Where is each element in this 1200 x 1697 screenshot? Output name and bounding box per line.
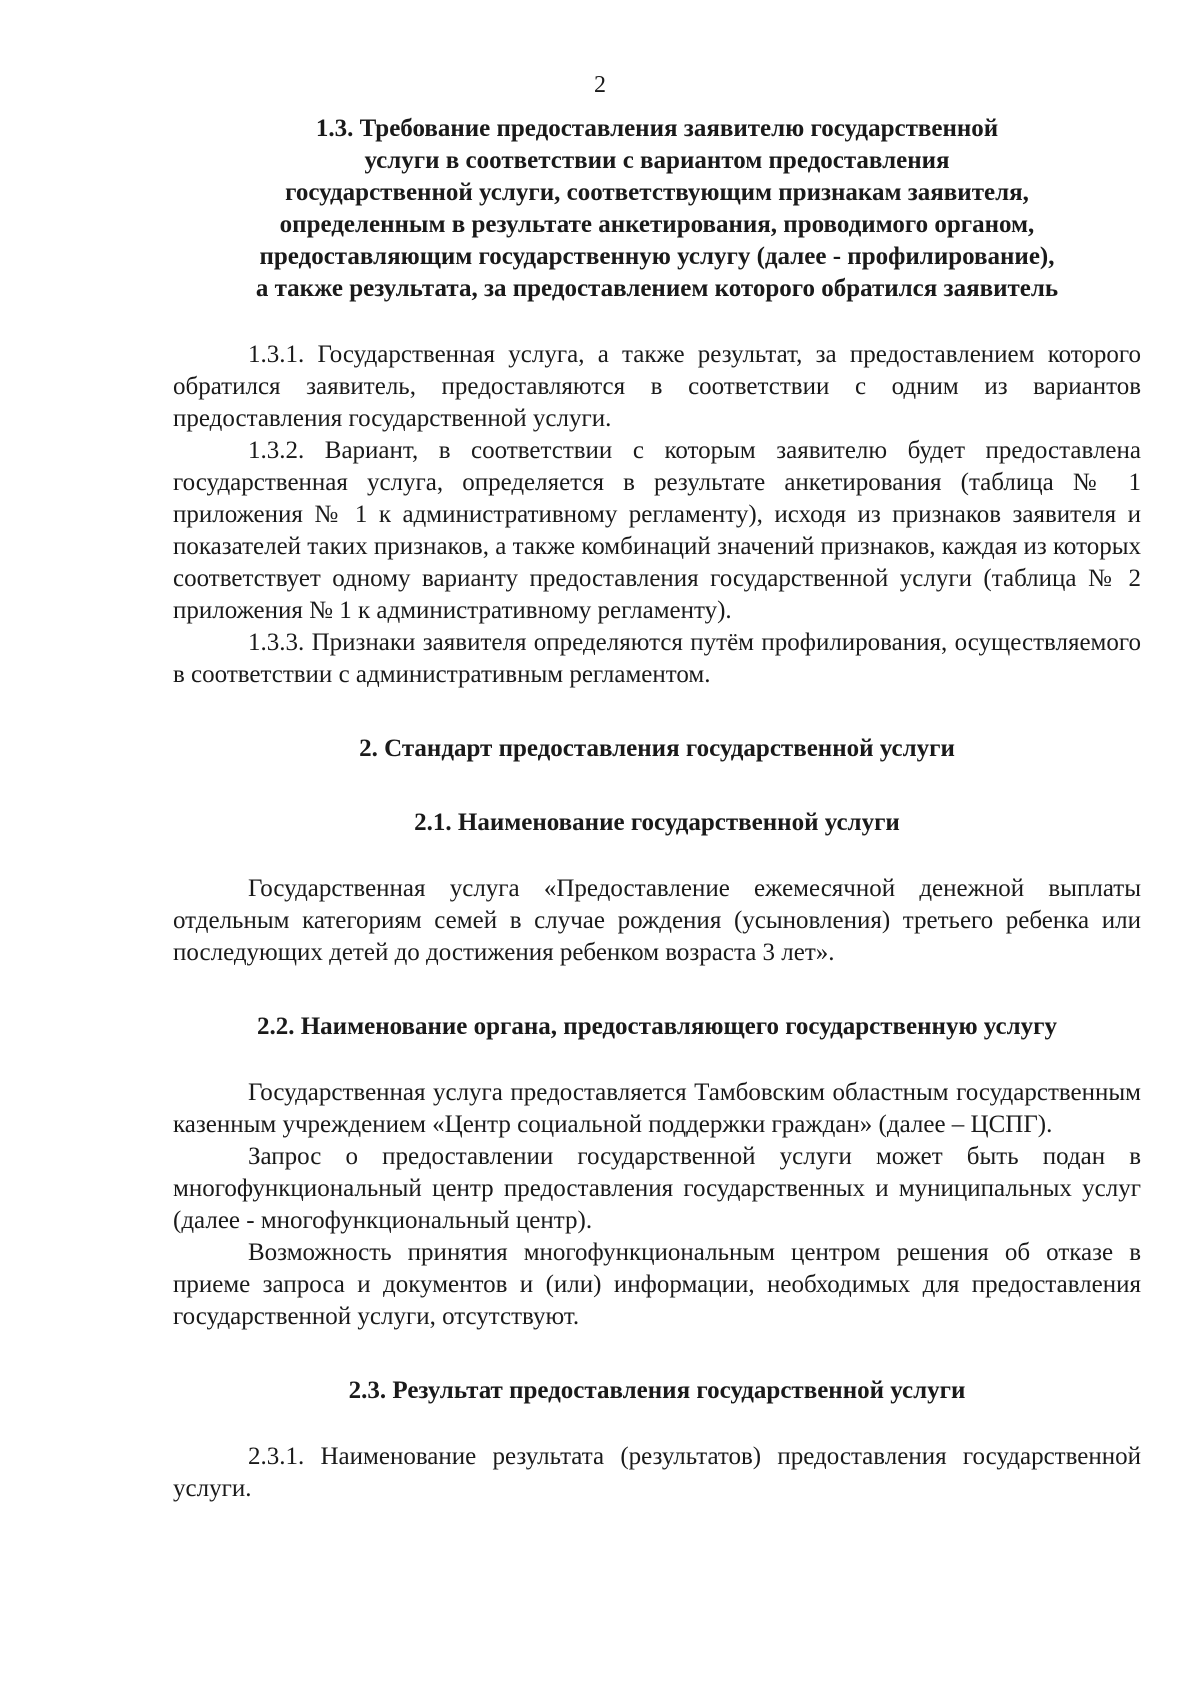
heading-line: 1.3. Требование предоставления заявителю государственной (315, 115, 999, 142)
section-2-title: 2. Стандарт предоставления государственной услуги (359, 735, 955, 762)
paragraph-1-3-3: 1.3.3. Признаки заявителя определяются путём профилирования, осуществляемого в соответствии с административным регламентом. (173, 629, 1141, 688)
heading-line: услуги в соответствии с вариантом предоставления (364, 147, 950, 174)
section-2-2-title: 2.2. Наименование органа, предоставляющего государственную услугу (256, 1013, 1058, 1040)
section-2-3-title: 2.3. Результат предоставления государственной услуги (348, 1377, 966, 1404)
paragraph-1-3-2: 1.3.2. Вариант, в соответствии с которым заявителю будет предоставлена государственная услуга, определяется в результате анкетирования (таблица № 1 приложения № 1 к административному регламенту), исходя из признаков заявителя и показателей таких признаков, а также комбинаций значений признаков, каждая из которых соответствует одному варианту предоставления государственной услуги (таблица № 2 приложения № 1 к административному регламенту). (173, 437, 1141, 624)
heading-line: государственной услуги, соответствующим признакам заявителя, (285, 179, 1029, 206)
section-2-1-title: 2.1. Наименование государственной услуги (414, 809, 900, 836)
heading-line: определенным в результате анкетирования, проводимого органом, (279, 211, 1035, 238)
paragraph-2-2-2: Запрос о предоставлении государственной услуги может быть подан в многофункциональный центр предоставления государственных и муниципальных услуг (далее - многофункциональный центр). (173, 1143, 1141, 1234)
paragraph-2-3-1: 2.3.1. Наименование результата (результатов) предоставления государственной услуги. (173, 1443, 1141, 1502)
heading-line: предоставляющим государственную услугу (далее - профилирование), (259, 243, 1055, 270)
paragraph-1-3-1: 1.3.1. Государственная услуга, а также результат, за предоставлением которого обратился заявитель, предоставляются в соответствии с одним из вариантов предоставления государственной услуги. (173, 341, 1141, 432)
section-1-3-title (173, 113, 1141, 305)
document-body (173, 113, 1141, 1505)
paragraph-2-2-3: Возможность принятия многофункциональным центром решения об отказе в приеме запроса и документов и (или) информации, необходимых для предоставления государственной услуги, отсутствуют. (173, 1239, 1141, 1330)
heading-line: а также результата, за предоставлением которого обратился заявитель (255, 275, 1059, 302)
paragraph-2-2-1: Государственная услуга предоставляется Тамбовским областным государственным казенным учреждением «Центр социальной поддержки граждан» (далее – ЦСПГ). (173, 1079, 1141, 1138)
page-number: 2 (594, 72, 606, 98)
paragraph-2-1: Государственная услуга «Предоставление ежемесячной денежной выплаты отдельным категориям семей в случае рождения (усыновления) третьего ребенка или последующих детей до достижения ребенком возраста 3 лет». (173, 875, 1141, 966)
